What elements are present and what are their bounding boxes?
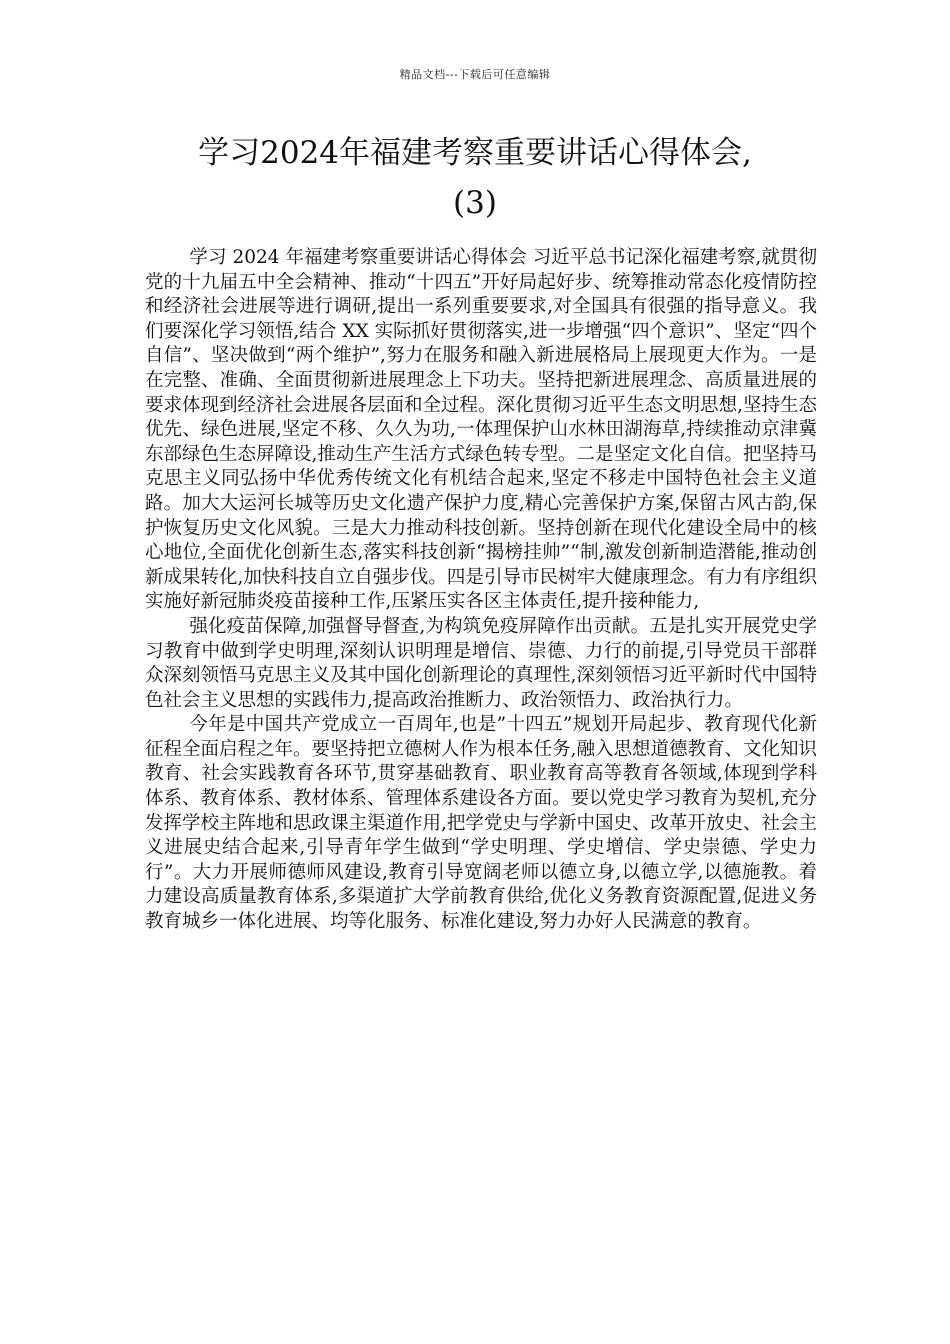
document-body <box>145 246 817 935</box>
document-title <box>120 128 830 228</box>
body-paragraph-1: 学习 2024 年福建考察重要讲话心得体会 习近平总书记深化福建考察,就贯彻党的十九届五中全会精神、推动“十四五”开好局起好步、统筹推动常态化疫情防控和经济社会进展等进行调研,提出一系列重要要求,对全国具有很强的指导意义。我们要深化学习领悟,结合 XX 实际抓好贯彻落实,进一步增强“四个意识”、坚定“四个自信”、坚决做到“两个维护”,努力在服务和融入新进展格局上展现更大作为。一是在完整、准确、全面贯彻新进展理念上下功夫。坚持把新进展理念、高质量进展的要求体现到经济社会进展各层面和全过程。深化贯彻习近平生态文明思想,坚持生态优先、绿色进展,坚定不移、久久为功,一体理保护山水林田湖海草,持续推动京津冀东部绿色生态屏障设,推动生产生活方式绿色转专型。二是坚定文化自信。把坚持马克思主义同弘扬中华优秀传统文化有机结合起来,坚定不移走中国特色社会主义道路。加大大运河长城等历史文化遗产保护力度,精心完善保护方案,保留古风古韵,保护恢复历史文化风貌。三是大力推动科技创新。坚持创新在现代化建设全局中的核心地位,全面优化创新生态,落实科技创新“揭榜挂帅”“制,激发创新制造潜能,推动创新成果转化,加快科技自立自强步伐。四是引导市民树牢大健康理念。有力有序组织实施好新冠肺炎疫苗接种工作,压紧压实各区主体责任,提升接种能力, <box>145 247 817 613</box>
body-paragraph-3: 今年是中国共产党成立一百周年,也是”十四五”规划开局起步、教育现代化新征程全面启程之年。要坚持把立德树人作为根本任务,融入思想道德教育、文化知识教育、社会实践教育各环节,贯穿基础教育、职业教育高等教育各领域,体现到学科体系、教育体系、教材体系、管理体系建设各方面。要以党史学习教育为契机,充分发挥学校主阵地和思政课主渠道作用,把学党史与学新中国史、改革开放史、社会主义进展史结合起来,引导青年学生做到“学史明理、学史增信、学史崇德、学史力行”。大力开展师德师风建设,教育引导宽阔老师以德立身,以德立学,以德施教。着力建设高质量教育体系,多渠道扩大学前教育供给,优化义务教育资源配置,促进义务教育城乡一体化进展、均等化服务、标准化建设,努力办好人民满意的教育。 <box>145 714 817 933</box>
page-header: 精品文档---下载后可任意编辑 <box>399 68 551 81</box>
body-paragraph-2: 强化疫苗保障,加强督导督查,为构筑免疫屏障作出贡献。五是扎实开展党史学习教育中做到学史明理,深刻认识明理是增信、崇德、力行的前提,引导党员干部群众深刻领悟马克思主义及其中国化创新理论的真理性,深刻领悟习近平新时代中国特色社会主义思想的实践伟力,提高政治推断力、政治领悟力、政治执行力。 <box>145 615 817 711</box>
document-title-line-1: 学习2024年福建考察重要讲话心得体会, <box>198 135 752 171</box>
document-title-line-2: (3) <box>453 185 497 221</box>
